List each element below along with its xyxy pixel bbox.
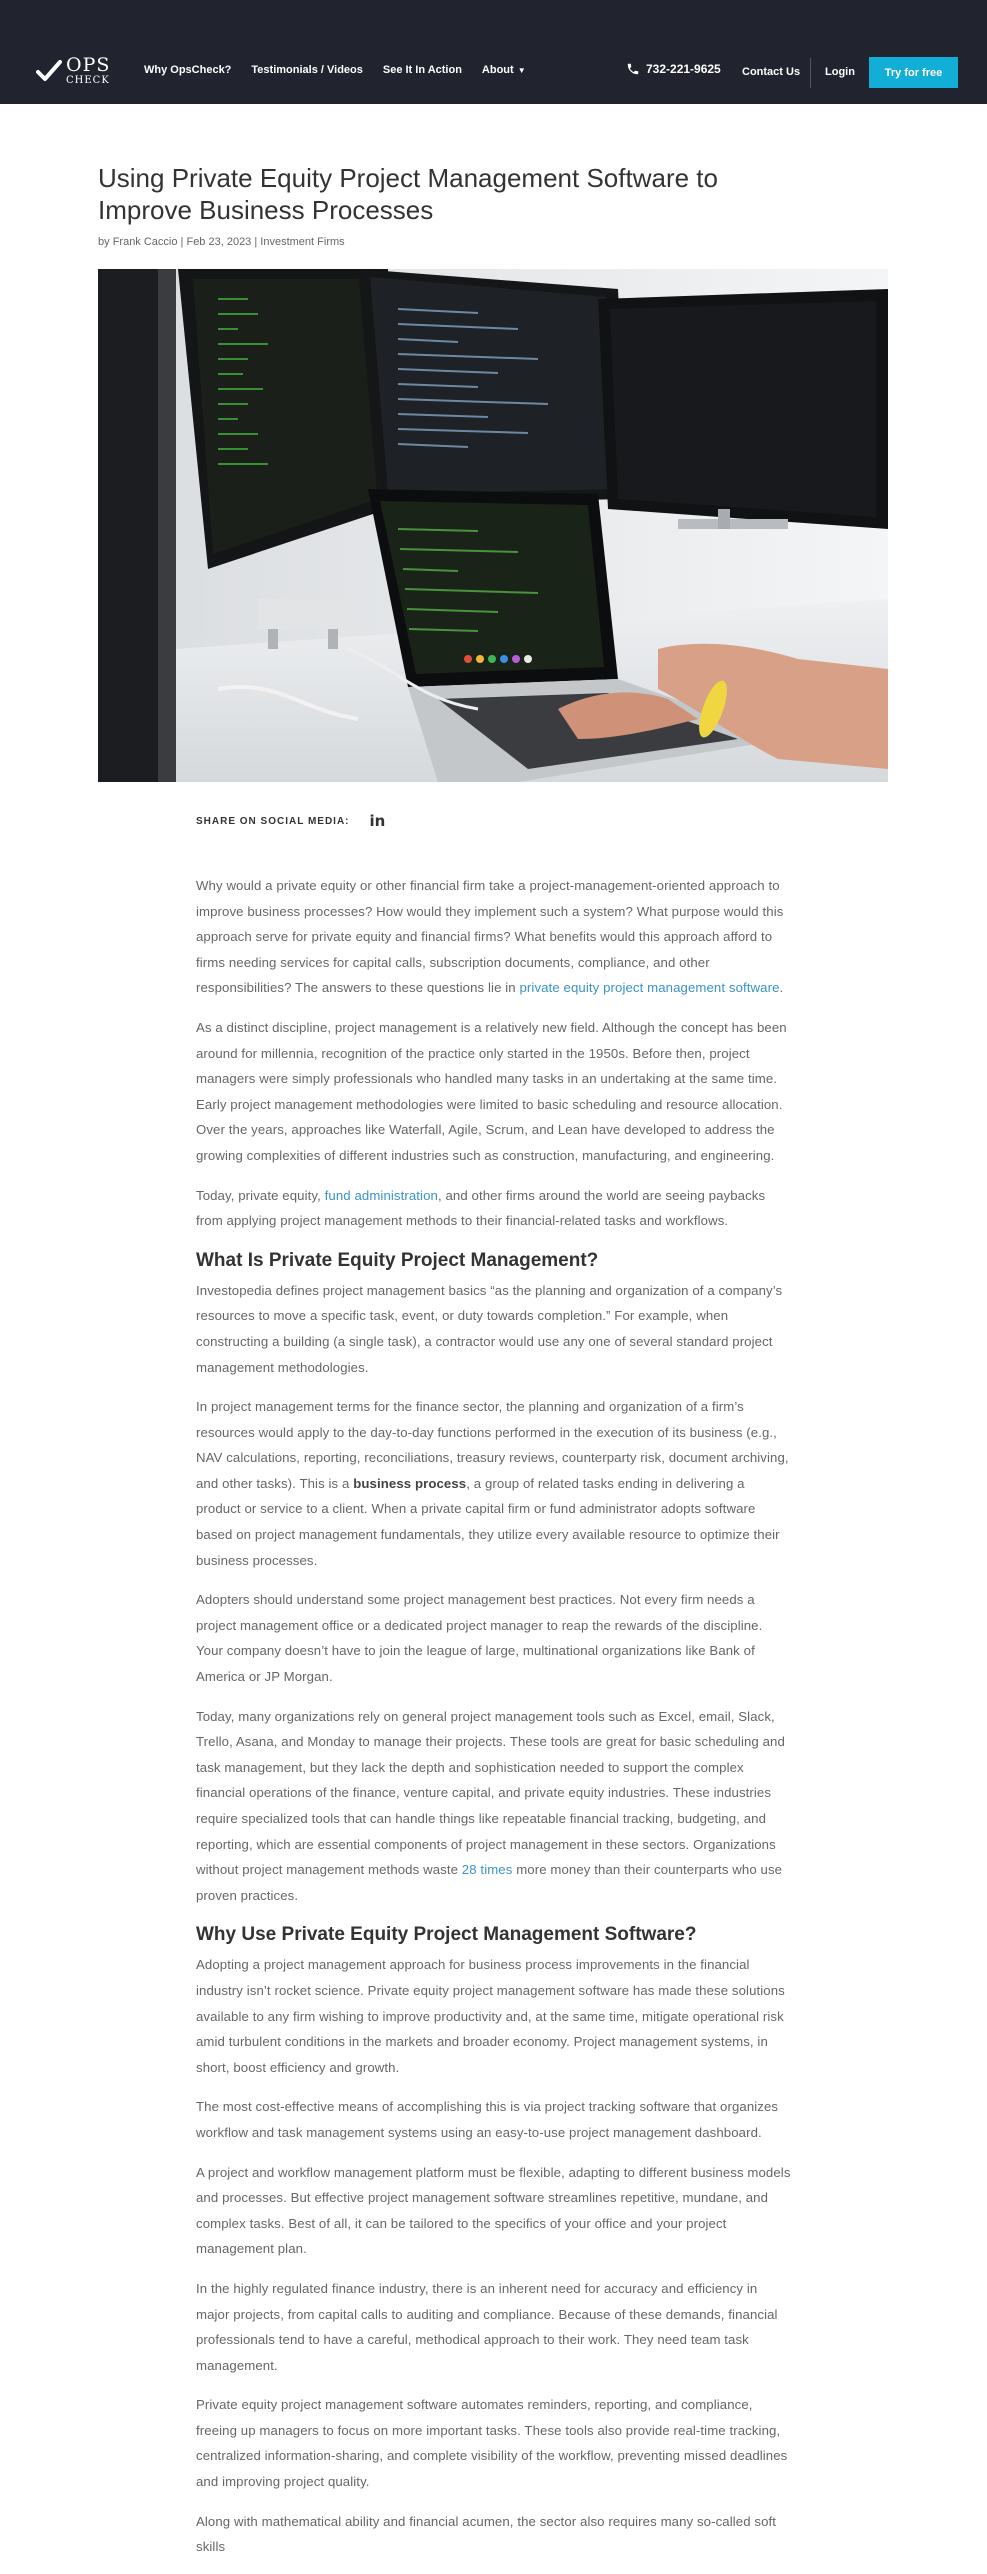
paragraph: The most cost-effective means of accomplishing this is via project tracking software that organizes workflow and task management systems using an easy-to-use project management dashboard. — [196, 2099, 779, 2140]
paragraph-text: , and other firms around the world are seeing paybacks from applying project management methods to their financial-related tasks and workflows. — [196, 1187, 766, 1229]
paragraph-text: In project management terms for the finance sector, the planning and organization of a firm’s resources would apply to the day-to-day functions performed in the execution of its business (e.g., NAV calculations, reporting, reconciliations, treasury reviews, counterparty risk, document archiving, and other tasks). This is a — [196, 1399, 789, 1491]
phone-icon — [626, 62, 640, 76]
logo-text — [66, 56, 110, 86]
paragraph: Along with mathematical ability and financial acumen, the sector also requires many so-called soft skills — [196, 2513, 777, 2555]
paragraph-text: Today, many organizations rely on general project management tools such as Excel, email, Slack, Trello, Asana, and Monday to manage their projects. These tools are great for basic scheduling and task management, but they lack the depth and sophistication needed to support the complex financial operations of the finance, venture capital, and private equity industries. These industries require specialized tools that can handle things like repeatable financial tracking, budgeting, and reporting, which are essential components of project management in these sectors. Organizations without project management methods waste — [196, 1708, 785, 1878]
category-link[interactable]: Investment Firms — [260, 236, 345, 248]
meta-sep: | — [251, 236, 261, 248]
pe-software-link[interactable]: private equity project management software — [519, 980, 780, 996]
social-share — [196, 812, 385, 830]
try-for-free-button[interactable]: Try for free — [869, 57, 958, 88]
paragraph: Adopters should understand some project management best practices. Not every firm needs a project management office or a dedicated project manager to reap the rewards of the discipline. Your company doesn’t have to join the league of large, multinational organizations like Bank of America or JP Morgan. — [196, 1592, 763, 1685]
section-heading: Why Use Private Equity Project Management Software? — [196, 1924, 697, 1946]
paragraph-text: Today, private equity, — [196, 1187, 325, 1203]
logo-ops: OPS — [66, 54, 111, 76]
meta-prefix: by — [98, 236, 113, 248]
bold-text: business process — [353, 1475, 467, 1491]
paragraph — [196, 1183, 792, 1234]
nav-testimonials[interactable]: Testimonials / Videos — [251, 64, 363, 76]
paragraph-text: Why would a private equity or other financial firm take a project-management-oriented approach to improve business processes? How would they implement such a system? What purpose would this approach serve for private equity and financial firms? What benefits would this approach afford to firms needing services for capital calls, subscription documents, compliance, and other responsibilities? The answers to these questions lie in — [196, 878, 784, 996]
section-heading: What Is Private Equity Project Management? — [196, 1249, 599, 1271]
main-nav — [144, 64, 526, 76]
paragraph — [196, 873, 792, 1001]
chevron-down-icon: ▼ — [517, 66, 526, 75]
phone-link[interactable] — [626, 62, 721, 76]
paragraph-text: more money than their counterparts who use proven practices. — [196, 1862, 783, 1903]
checkmark-icon — [36, 58, 62, 84]
phone-number: 732-221-9625 — [646, 62, 721, 76]
share-label: SHARE ON SOCIAL MEDIA: — [196, 815, 350, 827]
post-meta — [98, 236, 345, 248]
paragraph: As a distinct discipline, project management is a relatively new field. Although the concept has been around for millennia, recognition of the practice only started in the 1950s. Before then, project managers were simply professionals who handled many tasks in an undertaking at the same time. Early project management methodologies were limited to basic scheduling and resource allocation. Over the years, approaches like Waterfall, Agile, Scrum, and Lean have developed to address the growing complexities of different industries such as construction, manufacturing, and engineering. — [196, 1019, 787, 1163]
logo[interactable] — [36, 56, 110, 86]
page-title: Using Private Equity Project Management Software to Improve Business Processes — [98, 163, 718, 225]
nav-why-opscheck[interactable]: Why OpsCheck? — [144, 64, 232, 76]
workspace-illustration — [98, 269, 888, 782]
paragraph-text: , a group of related tasks ending in delivering a product or service to a client. When a private capital firm or fund administrator adopts software based on project management fundamentals, they utilize every available resource to optimize their business processes. — [196, 1475, 780, 1568]
fund-administration-link[interactable]: fund administration — [324, 1187, 438, 1203]
post-date: Feb 23, 2023 — [186, 236, 252, 248]
site-header — [0, 0, 987, 104]
article-body — [196, 873, 792, 2574]
paragraph: Private equity project management software automates reminders, reporting, and compliance, freeing up managers to focus on more important tasks. These tools also provide real-time tracking, centralized information-sharing, and complete visibility of the workflow, preventing missed deadlines and improving project quality. — [196, 2397, 788, 2490]
author-link[interactable]: Frank Caccio — [112, 236, 178, 248]
28-times-link[interactable]: 28 times — [461, 1862, 513, 1878]
header-divider — [810, 58, 811, 88]
nav-about-label: About — [481, 64, 514, 76]
meta-sep: | — [177, 236, 187, 248]
nav-about[interactable] — [482, 64, 526, 76]
paragraph: A project and workflow management platform must be flexible, adapting to different business models and processes. But effective project management software streamlines repetitive, mundane, and complex tasks. Best of all, it can be tailored to the specifics of your office and your project management plan. — [196, 2164, 791, 2257]
featured-image — [98, 269, 888, 782]
paragraph — [196, 1704, 792, 1909]
paragraph: In the highly regulated finance industry, there is an inherent need for accuracy and efficiency in major projects, from capital calls to auditing and compliance. Because of these demands, financial professionals tend to have a careful, methodical approach to their work. They need team task management. — [196, 2280, 778, 2373]
contact-us-link[interactable]: Contact Us — [742, 66, 801, 78]
linkedin-icon[interactable]: in — [369, 812, 386, 830]
paragraph — [196, 1394, 792, 1573]
paragraph: Investopedia defines project management basics “as the planning and organization of a company’s resources to move a specific task, event, or duty towards completion.” For example, when constructing a building (a single task), a contractor would use any one of several standard project management methodologies. — [196, 1282, 783, 1375]
nav-see-it-in-action[interactable]: See It In Action — [382, 64, 462, 76]
paragraph: Adopting a project management approach for business process improvements in the financial industry isn’t rocket science. Private equity project management software has made these solutions available to any firm wishing to improve productivity and, at the same time, mitigate operational risk amid turbulent conditions in the markets and broader economy. Project management systems, in short, boost efficiency and growth. — [196, 1957, 785, 2075]
paragraph-text: . — [779, 980, 784, 996]
logo-check: CHECK — [66, 75, 110, 86]
login-link[interactable]: Login — [825, 66, 855, 78]
